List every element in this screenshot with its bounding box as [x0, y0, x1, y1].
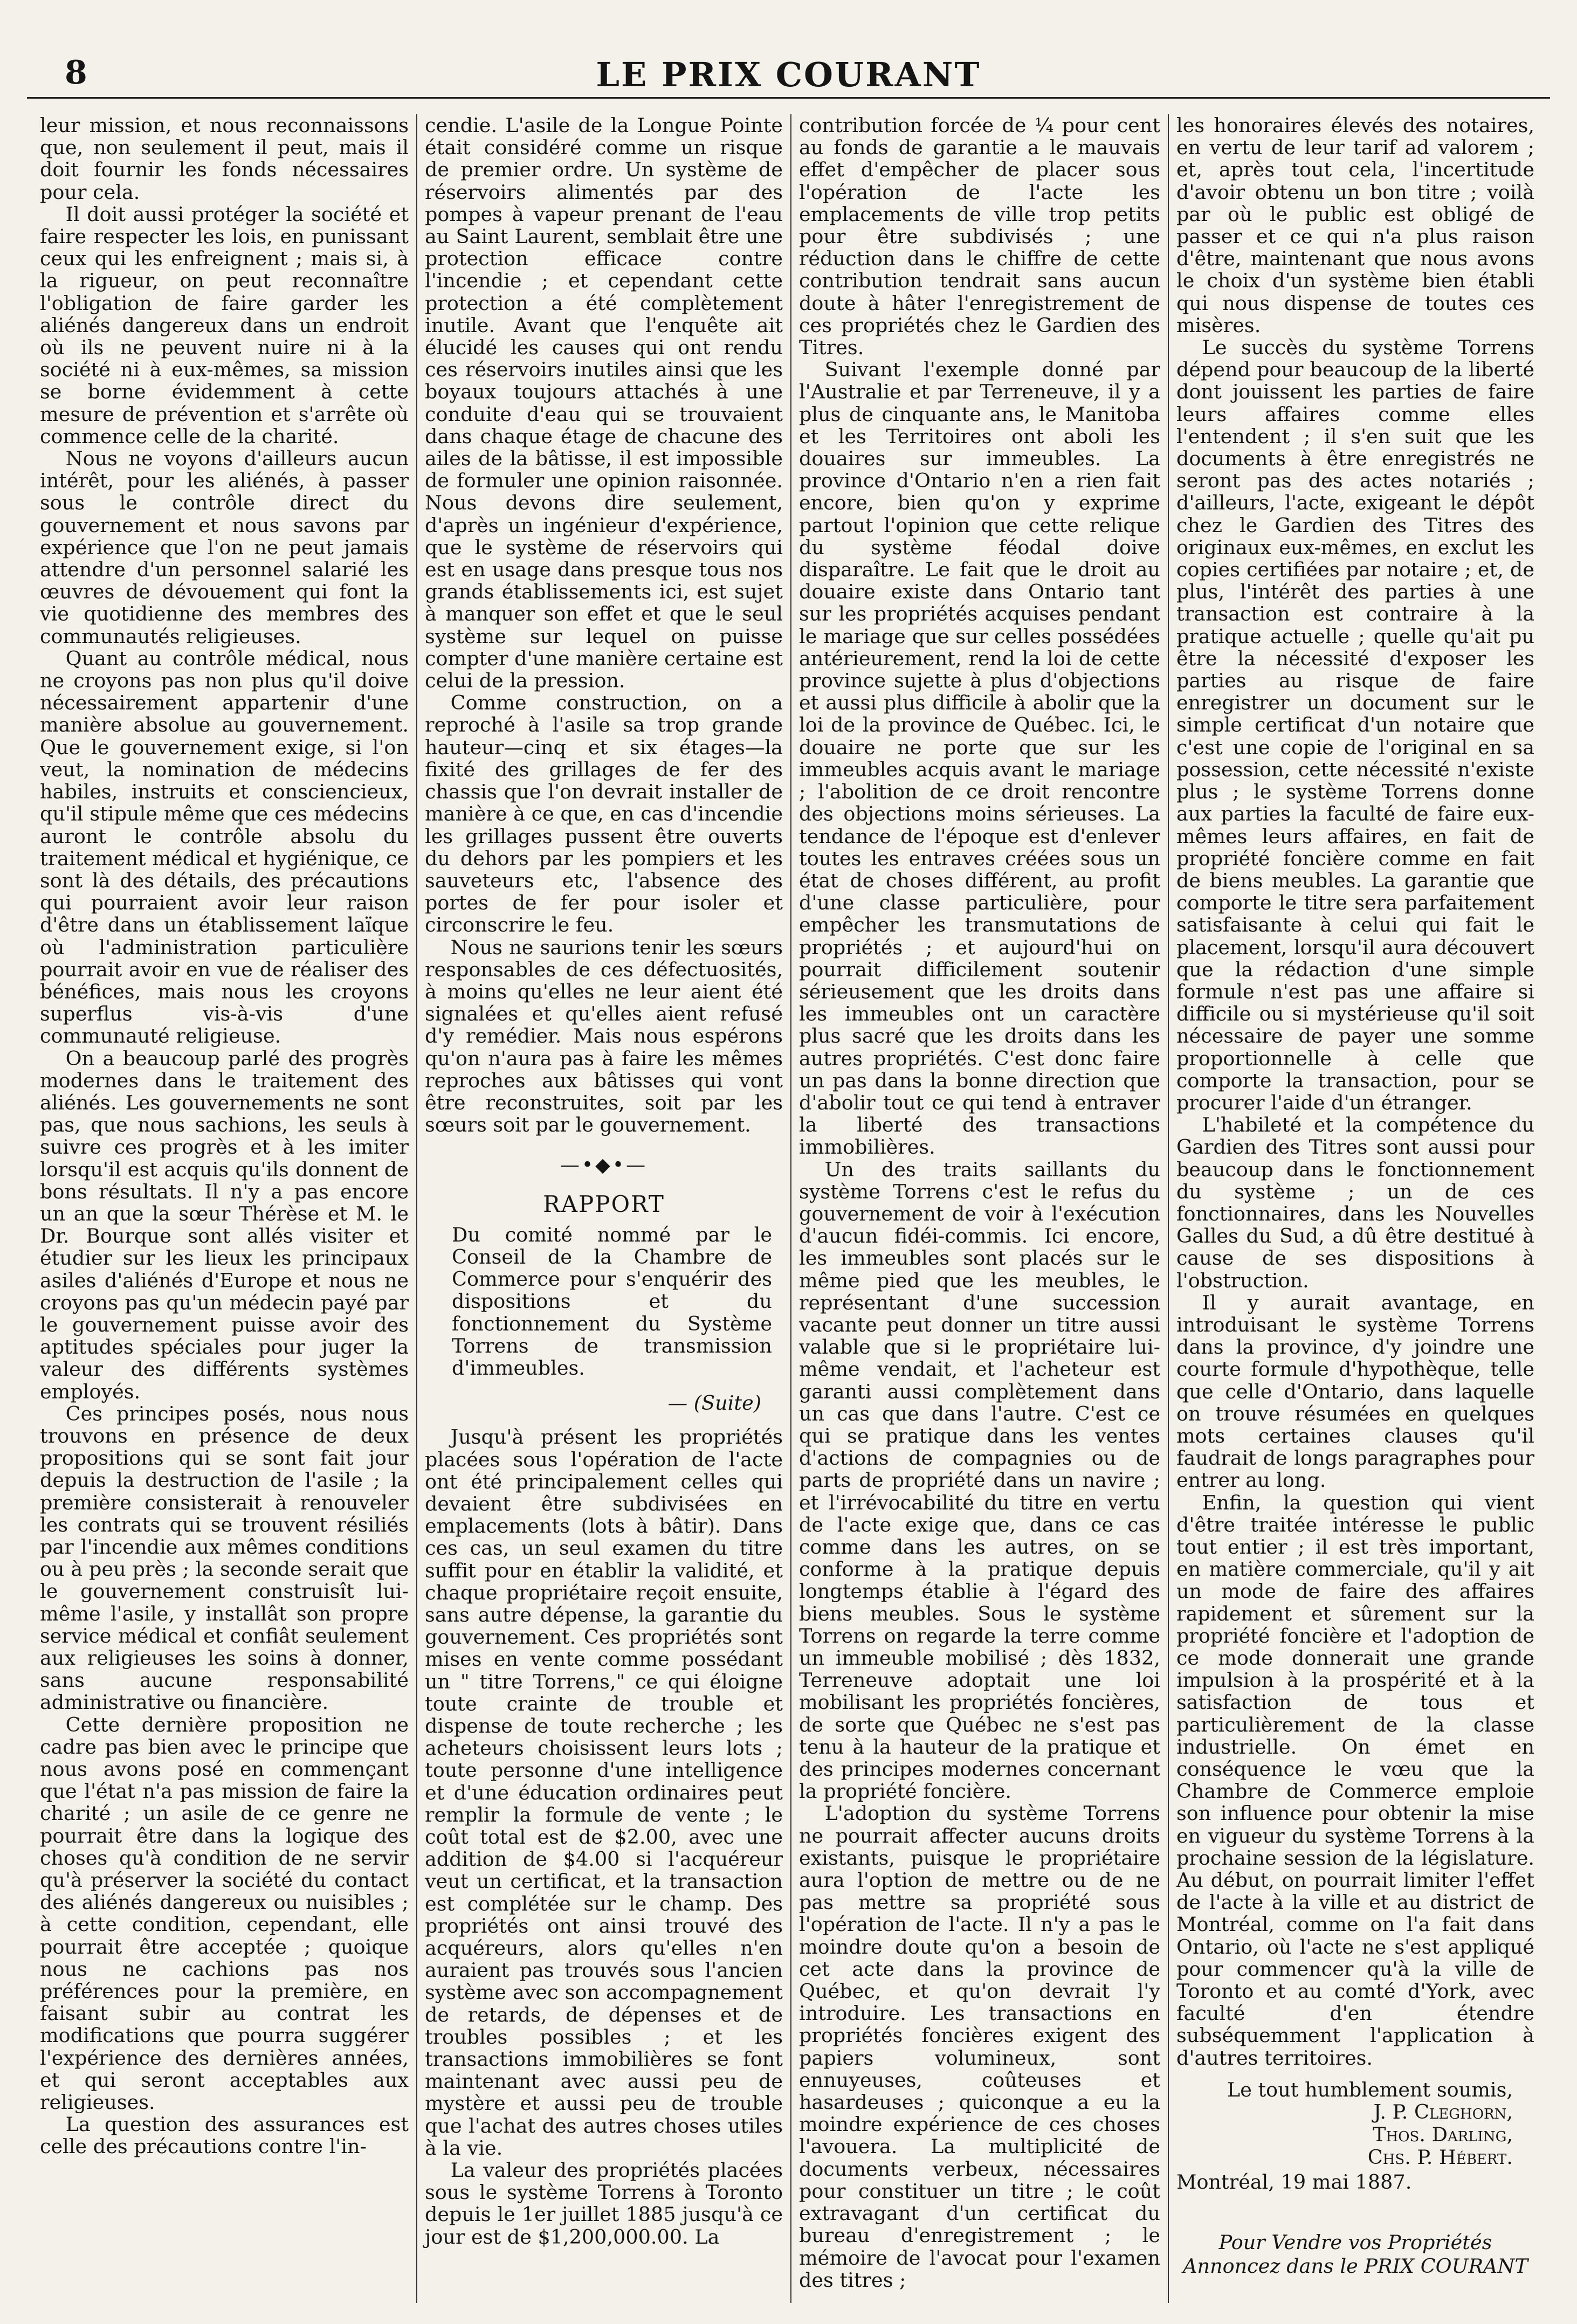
- article-columns: [32, 114, 1542, 2303]
- column-1: [32, 114, 416, 2303]
- column-3: [790, 114, 1168, 2303]
- column-4: [1168, 114, 1542, 2303]
- signoff-line: Le tout humblement soumis,: [1227, 2078, 1513, 2101]
- paragraph: cendie. L'asile de la Longue Pointe était considéré comme un risque de premier ordre. Un système de réservoirs alimentés par des pompes à vapeur prenant de l'eau au Saint Laurent, semblait être une protection efficace contre l'incendie ; et cependant cette protection a été complètement inutile. Avant que l'enquête ait élucidé les causes qui ont rendu ces réservoirs inutiles ainsi que les boyaux toujours attachés à une conduite d'eau qui se trouvaient dans chaque étage de chacune des ailes de la bâtisse, il est impossible de formuler une opinion raisonnée. Nous devons dire seulement, d'après un ingénieur d'expérience, que le système de réservoirs qui est en usage dans presque tous nos grands établissements ici, est sujet à manquer son effet et que le seul système sur lequel on puisse compter d'une manière certaine est celui de la pression.: [425, 114, 783, 693]
- advertisement: [1176, 2231, 1534, 2278]
- paragraph: Le succès du système Torrens dépend pour beaucoup de la liberté dont jouissent les parties de faire leurs affaires comme elles l'entendent ; il s'en suit que les documents à être enregistrés ne seront pas des actes notariés ; d'ailleurs, l'acte, exigeant le dépôt chez le Gardien des Titres des originaux eux-mêmes, en exclut les copies certifiées par notaire ; et, de plus, l'intérêt des parties à une transaction est contraire à la pratique actuelle ; quelle qu'ait pu être la nécessité d'exposer les parties au risque de faire enregistrer un document sur le simple certificat d'un notaire que c'est une copie de l'original en sa possession, cette nécessité n'existe plus ; le système Torrens donne aux parties la faculté de faire eux-mêmes leurs affaires, en fait de propriété foncière comme en fait de biens meubles. La garantie que comporte le titre sera parfaitement satisfaisante à celui qui fait le placement, lorsqu'il aura découvert que la rédaction d'une simple formule n'est pas une affaire si difficile ou si mystérieuse qu'il soit nécessaire de payer une somme proportionnelle à celle que comporte la transaction, pour se procurer l'aide d'un étranger.: [1176, 336, 1534, 1114]
- paragraph: Quant au contrôle médical, nous ne croyons pas non plus qu'il doive nécessairement appartenir d'une manière absolue au gouvernement. Que le gouvernement exige, si l'on veut, la nomination de médecins habiles, instruits et consciencieux, qu'il stipule même que ces médecins auront le contrôle absolu du traitement médical et hygiénique, ce sont là des détails, des précautions qui pourraient avoir leur raison d'être dans un établissement laïque où l'administration particulière pourrait avoir en vue de réaliser des bénéfices, mais nous les croyons superflus vis-à-vis d'une communauté religieuse.: [40, 646, 409, 1048]
- advertisement-line: Pour Vendre vos Propriétés: [1218, 2231, 1492, 2254]
- report-subtitle: Du comité nommé par le Conseil de la Chambre de Commerce pour s'enquérir des dispositions et du fonctionnement du Système Torrens de transmission d'immeubles.: [452, 1223, 772, 1380]
- report-heading: RAPPORT: [543, 1190, 665, 1217]
- paragraph: Un des traits saillants du système Torrens c'est le refus du gouvernement de voir à l'exécution d'aucun fidéi-commis. Ici encore, les immeubles sont placés sur le même pied que les meubles, le représentant d'une succession vacante peut donner un titre aussi valable que si le propriétaire lui-même vendait, et l'acheteur est garanti aussi complètement dans un cas que dans l'autre. C'est ce qui se pratique dans les ventes d'actions de compagnies ou de parts de propriété dans un navire ; et l'irrévocabilité du titre en vertu de l'acte exige que, dans ce cas comme dans les autres, on se conforme à la pratique depuis longtemps établie à l'égard des biens meubles. Sous le système Torrens on regarde la terre comme un immeuble mobilisé ; dès 1832, Terreneuve adoptait une loi mobilisant les propriétés foncières, de sorte que Québec ne s'est pas tenu à la hauteur de la pratique et des principes modernes concernant la propriété foncière.: [799, 1157, 1160, 1803]
- paragraph: Ces principes posés, nous nous trouvons en présence de deux propositions qui se sont fait jour depuis la destruction de l'asile ; la première consisterait à renouveler les contrats qui se trouvent résiliés par l'incendie aux mêmes conditions ou à peu près ; la seconde serait que le gouvernement construisît lui-même l'asile, y installât son propre service médical et confiât seulement aux religieuses les soins à donner, sans aucune responsabilité administrative ou financière.: [40, 1402, 409, 1714]
- paragraph: contribution forcée de ¼ pour cent au fonds de garantie a le mauvais effet d'empêcher de placer sous l'opération de l'acte les emplacements de ville trop petits pour être subdivisés ; une réduction dans le chiffre de cette contribution tendrait sans aucun doute à hâter l'enregistrement de ces propriétés chez le Gardien des Titres.: [799, 114, 1160, 360]
- paragraph: Il y aurait avantage, en introduisant le système Torrens dans la province, d'y joindre une courte formule d'hypothèque, telle que celle d'Ontario, dans laquelle on trouve résumées en quelques mots certaines clauses qu'il faudrait de longs paragraphes pour entrer au long.: [1176, 1291, 1534, 1492]
- signature-name: Thos. Darling,: [1373, 2123, 1513, 2147]
- paragraph: Comme construction, on a reproché à l'asile sa trop grande hauteur—cinq et six étages—la fixité des grillages de fer des chassis que l'on devrait installer de manière à ce que, en cas d'incendie les grillages pussent être ouverts du dehors par les pompiers et les sauveteurs etc, l'absence des portes de fer pour isoler et circonscrire le feu.: [425, 691, 783, 937]
- paragraph: La valeur des propriétés placées sous le système Torrens à Toronto depuis le 1er juillet 1885 jusqu'à ce jour est de $1,200,000.00. La: [425, 2159, 783, 2249]
- page-number: 8: [65, 54, 87, 92]
- continued-label: — (Suite): [667, 1391, 761, 1415]
- paragraph: On a beaucoup parlé des progrès modernes dans le traitement des aliénés. Les gouvernements ne sont pas, que nous sachions, les seuls à suivre ces progrès et à les imiter lorsqu'il est acquis qu'ils donnent de bons résultats. Il n'y a pas encore un an que la sœur Thérèse et M. le Dr. Bourque sont allés visiter et étudier sur les lieux les principaux asiles d'aliénés d'Europe et nous ne croyons pas qu'un médecin payé par le gouvernement puisse avoir des aptitudes spéciales pour juger la valeur des différents systèmes employés.: [40, 1046, 409, 1403]
- signature-name: J. P. Cleghorn,: [1373, 2100, 1513, 2124]
- column-2: [416, 114, 790, 2303]
- paragraph: L'adoption du système Torrens ne pourrait affecter aucuns droits existants, puisque le propriétaire aura l'option de mettre ou de ne pas mettre sa propriété sous l'opération de l'acte. Il n'y a pas le moindre doute qu'on a besoin de cet acte dans la province de Québec, et qu'on devrait l'y introduire. Les transactions en propriétés foncières exigent des papiers volumineux, sont ennuyeuses, coûteuses et hasardeuses ; quiconque a eu la moindre expérience de ces choses l'avouera. La multiplicité de documents verbeux, nécessaires pour constituer un titre ; le coût extravagant d'un certificat du bureau d'enregistrement ; le mémoire de l'avocat pour l'examen des titres ;: [799, 1802, 1160, 2292]
- paragraph: Cette dernière proposition ne cadre pas bien avec le principe que nous avons posé en commençant que l'état n'a pas mission de faire la charité ; un asile de ce genre ne pourrait être dans la logique des choses qu'à condition de ne servir qu'à préserver la société du contact des aliénés dangereux ou nuisibles ; à cette condition, cependant, elle pourrait être acceptée ; quoique nous ne cachions pas nos préférences pour la première, en faisant subir au contrat les modifications que pourra suggérer l'expérience des dernières années, et qui seront acceptables aux religieuses.: [40, 1713, 409, 2114]
- paragraph: Jusqu'à présent les propriétés placées sous l'opération de l'acte ont été principalement celles qui devaient être subdivisées en emplacements (lots à bâtir). Dans ces cas, un seul examen du titre suffit pour en établir la validité, et chaque propriétaire reçoit ensuite, sans autre dépense, la garantie du gouvernement. Ces propriétés sont mises en vente comme possédant un " titre Torrens," ce qui éloigne toute crainte de trouble et dispense de toute recherche ; les acheteurs choisissent leurs lots ; toute personne d'une intelligence et d'une éducation ordinaires peut remplir la formule de vente ; le coût total est de $2.00, avec une addition de $4.00 si l'acquéreur veut un certificat, et la transaction est complétée sur le champ. Des propriétés ont ainsi trouvé des acquéreurs, alors qu'elles n'en auraient pas trouvés sous l'ancien système avec son accompagnement de retards, de dépenses et de troubles possibles ; et les transactions immobilières se font maintenant avec aussi peu de mystère et aussi peu de trouble que l'achat des autres choses utiles à la vie.: [425, 1425, 783, 2160]
- signature-name: Chs. P. Hébert.: [1367, 2146, 1513, 2169]
- paragraph: La question des assurances est celle des précautions contre l'in-: [40, 2113, 409, 2159]
- report-date: Montréal, 19 mai 1887.: [1176, 2170, 1412, 2194]
- paragraph: Il doit aussi protéger la société et faire respecter les lois, en punissant ceux qui les enfreignent ; mais si, à la rigueur, on peut reconnaître l'obligation de faire garder les aliénés dangereux dans un endroit où ils ne peuvent nuire ni à la société ni à eux-mêmes, sa mission se borne évidemment à cette mesure de prévention et s'arrête où commence celle de la charité.: [40, 202, 409, 448]
- advertisement-line: Annoncez dans le PRIX COURANT: [1183, 2254, 1528, 2278]
- paragraph: L'habileté et la compétence du Gardien des Titres sont aussi pour beaucoup dans le fonctionnement du système ; un de ces fonctionnaires, dans les Nouvelles Galles du Sud, a dû être destitué à cause de ses dispositions à l'obstruction.: [1176, 1113, 1534, 1292]
- paragraph: Nous ne voyons d'ailleurs aucun intérêt, pour les aliénés, à passer sous le contrôle direct du gouvernement et nous savons par expérience que l'on ne peut jamais attendre d'un personnel salarié les œuvres de dévouement qui font la vie quotidienne des membres des communautés religieuses.: [40, 447, 409, 648]
- paragraph: Enfin, la question qui vient d'être traitée intéresse le public tout entier ; il est très important, en matière commerciale, qu'il y ait un mode de faire des affaires rapidement et sûrement sur la propriété foncière et l'adoption de ce mode donnerait une grande impulsion à la prospérité et à la satisfaction de tous et particulièrement de la classe industrielle. On émet en conséquence le vœu que la Chambre de Commerce emploie son influence pour obtenir la mise en vigueur du système Torrens à la prochaine session de la législature. Au début, on pourrait limiter l'effet de l'acte à la ville et au district de Montréal, comme on l'a fait dans Ontario, où l'acte ne s'est appliqué pour commencer qu'à la ville de Toronto et au comté d'York, avec faculté d'en étendre subséquemment l'application à d'autres territoires.: [1176, 1491, 1534, 2070]
- paragraph: Nous ne saurions tenir les sœurs responsables de ces défectuosités, à moins qu'elles ne leur aient été signalées et qu'elles aient refusé d'y remédier. Mais nous espérons qu'on n'aura pas à faire les mêmes reproches aux bâtisses qui vont être reconstruites, soit par les sœurs soit par le gouvernement.: [425, 935, 783, 1137]
- paragraph: leur mission, et nous reconnaissons que, non seulement il peut, mais il doit fournir les fonds nécessaires pour cela.: [40, 114, 409, 204]
- section-divider-ornament: —•◆•—: [560, 1154, 648, 1177]
- paragraph: les honoraires élevés des notaires, en vertu de leur tarif ad valorem ; et, après tout cela, l'incertitude d'avoir obtenu un bon titre ; voilà par où le public est obligé de passer et ce qui n'a plus raison d'être, maintenant que nous avons le choix d'un système bien établi qui nous dispense de toutes ces misères.: [1176, 114, 1534, 337]
- paragraph: Suivant l'exemple donné par l'Australie et par Terreneuve, il y a plus de cinquante ans, le Manitoba et les Territoires ont aboli les douaires sur immeubles. La province d'Ontario n'en a rien fait encore, bien qu'on y exprime partout l'opinion que cette relique du système féodal doive disparaître. Le fait que le droit au douaire existe dans Ontario tant sur les propriétés acquises pendant le mariage que sur celles possédées antérieurement, rend la loi de cette province sujette à plus d'objections et aussi plus difficile à abolir que la loi de la province de Québec. Ici, le douaire ne porte que sur les immeubles acquis avant le mariage ; l'abolition de ce droit rencontre des objections moins sérieuses. La tendance de l'époque est d'enlever toutes les entraves créées sous un état de choses différent, au profit d'une classe particulière, pour empêcher les transmutations de propriétés ; et aujourd'hui on pourrait difficilement soutenir sérieusement que les droits dans les immeubles ont un caractère plus sacré que les droits dans les autres propriétés. C'est donc faire un pas dans la bonne direction que d'abolir tout ce qui tend à entraver la liberté des transactions immobilières.: [799, 358, 1160, 1159]
- page-header: [27, 49, 1550, 99]
- masthead-title: LE PRIX COURANT: [596, 55, 981, 94]
